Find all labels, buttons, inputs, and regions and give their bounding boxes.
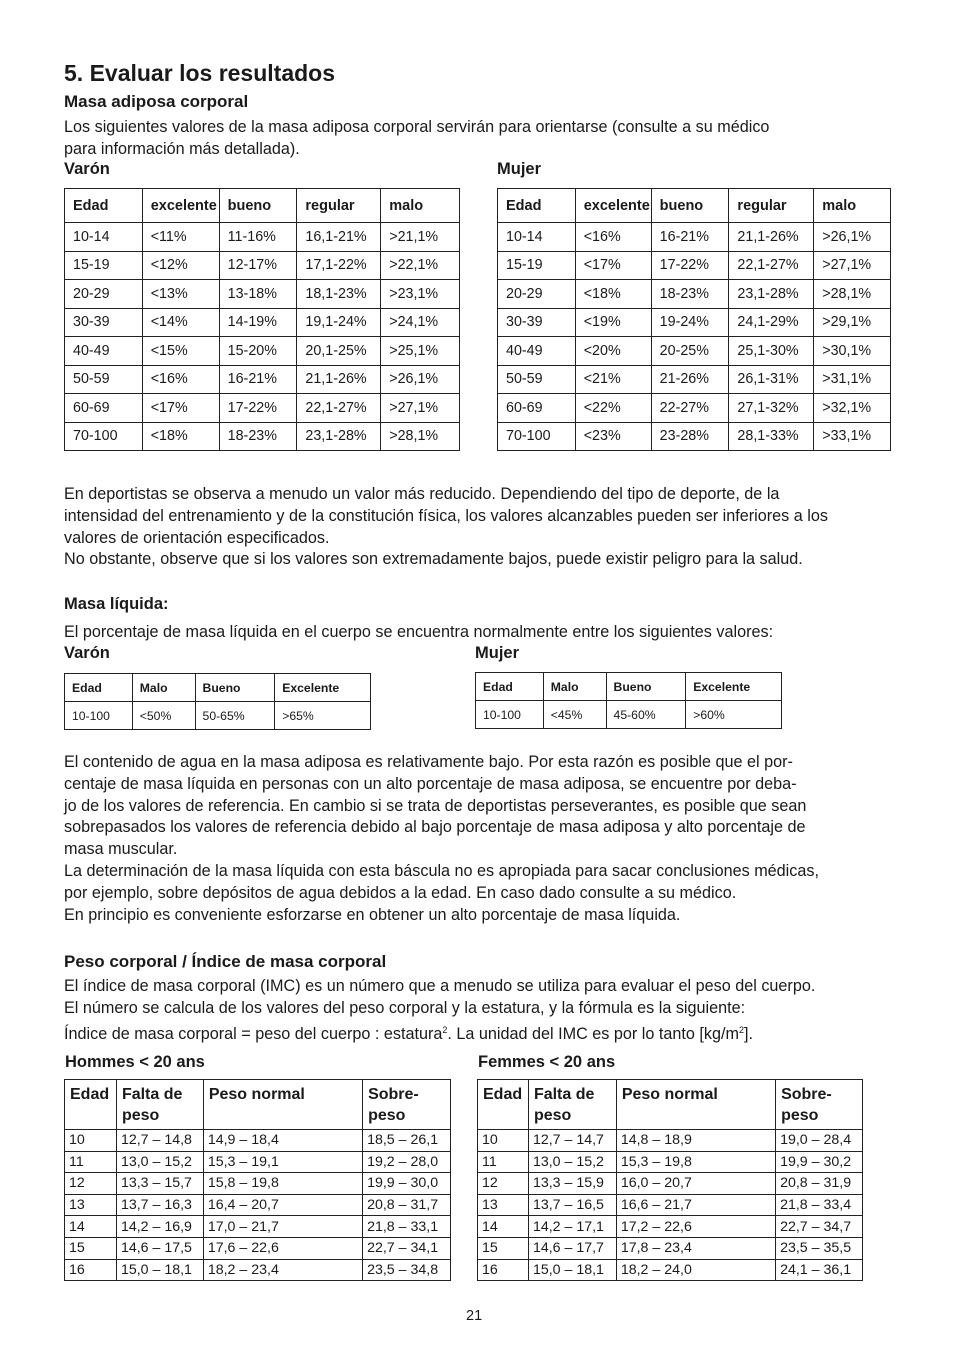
- table-cell: 18,2 – 24,0: [616, 1259, 775, 1281]
- table-cell: >65%: [275, 702, 371, 730]
- table-cell: <13%: [142, 280, 219, 309]
- table-header-row: [478, 1080, 863, 1130]
- paragraph-line: El índice de masa corporal (IMC) es un número que a menudo se utiliza para evaluar el peso del cuerpo.: [64, 977, 816, 995]
- table-cell: 23,1-28%: [297, 422, 381, 451]
- table-row: [498, 394, 891, 423]
- table-cell: 16,1-21%: [297, 223, 381, 252]
- table-cell: 19,1-24%: [297, 308, 381, 337]
- paragraph-line: En deportistas se observa a menudo un valor más reducido. Dependiendo del tipo de deporte, de la: [64, 485, 780, 503]
- table-header-cell: Edad: [65, 674, 133, 702]
- table-cell: 13: [65, 1194, 117, 1216]
- table-row: [65, 1259, 451, 1281]
- label-female-fat: Mujer: [497, 160, 542, 178]
- label-male-fat: Varón: [64, 160, 110, 178]
- table-bmi-male: [64, 1079, 451, 1281]
- table-fat-male: [64, 188, 460, 451]
- table-cell: 50-59: [65, 365, 143, 394]
- table-cell: 22-27%: [651, 394, 729, 423]
- table-cell: 13,0 – 15,2: [528, 1151, 616, 1173]
- table-cell: 70-100: [65, 422, 143, 451]
- table-cell: 12: [65, 1173, 117, 1195]
- table-cell: 70-100: [498, 422, 576, 451]
- label-female-water: Mujer: [475, 644, 520, 662]
- table-cell: >25,1%: [381, 337, 460, 366]
- table-row: [65, 1216, 451, 1238]
- table-cell: >28,1%: [814, 280, 891, 309]
- table-header-row: [498, 189, 891, 223]
- table-cell: 15: [65, 1237, 117, 1259]
- table-cell: >33,1%: [814, 422, 891, 451]
- table-row: [498, 251, 891, 280]
- table-cell: 14,9 – 18,4: [203, 1130, 362, 1152]
- table-row: [498, 337, 891, 366]
- table-cell: 15-20%: [219, 337, 297, 366]
- table-cell: 15,0 – 18,1: [116, 1259, 203, 1281]
- table-header-cell: Falta de peso: [116, 1080, 203, 1130]
- table-cell: <16%: [575, 223, 651, 252]
- table-cell: 20-29: [498, 280, 576, 309]
- table-row: [65, 365, 460, 394]
- table-row: [478, 1237, 863, 1259]
- table-cell: 19,9 – 30,0: [363, 1173, 451, 1195]
- paragraph-line: centaje de masa líquida en personas con un alto porcentaje de masa adiposa, se encuentre por deba-: [64, 774, 797, 793]
- table-row: [478, 1259, 863, 1281]
- table-header-cell: Edad: [476, 673, 544, 701]
- section-body-fat-notes: [64, 484, 828, 571]
- section-heading-water: Masa líquida:: [64, 595, 169, 613]
- paragraph-line: No obstante, observe que si los valores son extremadamente bajos, puede existir peligro para la salud.: [64, 550, 803, 569]
- table-cell: <50%: [132, 702, 195, 730]
- table-row: [498, 422, 891, 451]
- table-cell: 23,5 – 34,8: [363, 1259, 451, 1281]
- table-header-row: [65, 1080, 451, 1130]
- section-intro-water: El porcentaje de masa líquida en el cuerpo se encuentra normalmente entre los siguientes valores:: [64, 623, 774, 641]
- table-cell: 17,8 – 23,4: [616, 1237, 775, 1259]
- table-cell: 13,3 – 15,7: [116, 1173, 203, 1195]
- table-row: [65, 1237, 451, 1259]
- table-cell: 30-39: [65, 308, 143, 337]
- table-row: [65, 251, 460, 280]
- table-cell: <21%: [575, 365, 651, 394]
- table-cell: 40-49: [498, 337, 576, 366]
- table-cell: 22,1-27%: [297, 394, 381, 423]
- table-header-cell: Sobre- peso: [363, 1080, 451, 1130]
- table-header-cell: regular: [297, 189, 381, 223]
- table-cell: <18%: [575, 280, 651, 309]
- table-cell: 14,2 – 16,9: [116, 1216, 203, 1238]
- table-row: [478, 1130, 863, 1152]
- table-cell: 10-14: [65, 223, 143, 252]
- table-cell: >26,1%: [381, 365, 460, 394]
- table-cell: 10: [478, 1130, 529, 1152]
- table-row: [65, 394, 460, 423]
- table-cell: 17,1-22%: [297, 251, 381, 280]
- table-cell: 13,0 – 15,2: [116, 1151, 203, 1173]
- table-cell: 40-49: [65, 337, 143, 366]
- table-cell: 19,2 – 28,0: [363, 1151, 451, 1173]
- table-header-cell: excelente: [142, 189, 219, 223]
- table-cell: 20-25%: [651, 337, 729, 366]
- paragraph-line: valores de orientación especificados.: [64, 528, 330, 547]
- table-cell: 10-100: [65, 702, 133, 730]
- table-cell: 15,3 – 19,8: [616, 1151, 775, 1173]
- table-cell: >21,1%: [381, 223, 460, 252]
- paragraph-line: En principio es conveniente esforzarse en obtener un alto porcentaje de masa líquida.: [64, 905, 681, 924]
- page-number: 21: [466, 1308, 483, 1324]
- table-cell: 15-19: [498, 251, 576, 280]
- table-cell: 14-19%: [219, 308, 297, 337]
- paragraph-line: por ejemplo, sobre depósitos de agua debidos a la edad. En caso dado consulte a su médico.: [64, 883, 737, 902]
- table-cell: >22,1%: [381, 251, 460, 280]
- table-cell: >27,1%: [381, 394, 460, 423]
- table-cell: 10-100: [476, 701, 544, 729]
- table-cell: 60-69: [65, 394, 143, 423]
- table-cell: 11: [478, 1151, 529, 1173]
- table-cell: 60-69: [498, 394, 576, 423]
- table-header-row: [65, 674, 371, 702]
- table-cell: 15-19: [65, 251, 143, 280]
- table-cell: <20%: [575, 337, 651, 366]
- table-cell: <15%: [142, 337, 219, 366]
- table-row: [65, 337, 460, 366]
- table-cell: 28,1-33%: [729, 422, 814, 451]
- paragraph-line: La determinación de la masa líquida con esta báscula no es apropiada para sacar conclusiones médicas,: [64, 861, 819, 880]
- table-cell: 22,7 – 34,1: [363, 1237, 451, 1259]
- table-cell: >29,1%: [814, 308, 891, 337]
- table-water-male: [64, 673, 371, 730]
- table-cell: >24,1%: [381, 308, 460, 337]
- table-cell: 21,1-26%: [297, 365, 381, 394]
- table-cell: 17,0 – 21,7: [203, 1216, 362, 1238]
- table-header-cell: malo: [814, 189, 891, 223]
- table-cell: 30-39: [498, 308, 576, 337]
- table-cell: 17-22%: [219, 394, 297, 423]
- page-title: 5. Evaluar los resultados: [64, 60, 336, 86]
- table-cell: <45%: [543, 701, 606, 729]
- table-cell: <18%: [142, 422, 219, 451]
- table-row: [65, 422, 460, 451]
- table-cell: 13,3 – 15,9: [528, 1173, 616, 1195]
- section-heading-body-fat: Masa adiposa corporal: [64, 92, 249, 111]
- table-cell: 50-59: [498, 365, 576, 394]
- table-cell: <16%: [142, 365, 219, 394]
- table-header-cell: Peso normal: [616, 1080, 775, 1130]
- table-cell: 13,7 – 16,5: [528, 1194, 616, 1216]
- table-header-cell: Bueno: [195, 674, 275, 702]
- table-cell: 23-28%: [651, 422, 729, 451]
- table-cell: >30,1%: [814, 337, 891, 366]
- table-header-cell: Edad: [478, 1080, 529, 1130]
- table-cell: 14,2 – 17,1: [528, 1216, 616, 1238]
- section-water-notes: [64, 752, 819, 926]
- table-cell: 16: [65, 1259, 117, 1281]
- table-cell: 12: [478, 1173, 529, 1195]
- table-cell: 14: [65, 1216, 117, 1238]
- section-heading-bmi: Peso corporal / Índice de masa corporal: [64, 952, 387, 971]
- table-cell: 18,2 – 23,4: [203, 1259, 362, 1281]
- table-row: [498, 365, 891, 394]
- table-row: [476, 701, 782, 729]
- paragraph-line: sobrepasados los valores de referencia debido al bajo porcentaje de masa adiposa y alto porcentaje de: [64, 818, 806, 837]
- table-row: [65, 223, 460, 252]
- table-cell: >23,1%: [381, 280, 460, 309]
- table-cell: 12,7 – 14,8: [116, 1130, 203, 1152]
- paragraph-line: Los siguientes valores de la masa adiposa corporal servirán para orientarse (consulte a su médico: [64, 118, 770, 136]
- table-cell: 23,5 – 35,5: [776, 1237, 863, 1259]
- table-row: [65, 308, 460, 337]
- table-cell: <17%: [575, 251, 651, 280]
- table-header-cell: Falta de peso: [528, 1080, 616, 1130]
- table-cell: 12,7 – 14,7: [528, 1130, 616, 1152]
- table-row: [65, 280, 460, 309]
- table-cell: 16-21%: [219, 365, 297, 394]
- table-cell: 13: [478, 1194, 529, 1216]
- section-intro-bmi: [64, 976, 815, 1045]
- table-row: [478, 1216, 863, 1238]
- table-cell: <14%: [142, 308, 219, 337]
- table-cell: 23,1-28%: [729, 280, 814, 309]
- table-cell: 50-65%: [195, 702, 275, 730]
- table-row: [65, 702, 371, 730]
- table-cell: 13,7 – 16,3: [116, 1194, 203, 1216]
- table-water-female: [475, 672, 782, 729]
- table-header-cell: bueno: [651, 189, 729, 223]
- label-male-water: Varón: [64, 644, 110, 662]
- table-cell: 22,7 – 34,7: [776, 1216, 863, 1238]
- table-header-cell: Peso normal: [203, 1080, 362, 1130]
- table-cell: 18,1-23%: [297, 280, 381, 309]
- table-cell: 14,6 – 17,5: [116, 1237, 203, 1259]
- table-header-cell: regular: [729, 189, 814, 223]
- label-female-bmi: Femmes < 20 ans: [478, 1053, 616, 1071]
- table-cell: 24,1 – 36,1: [776, 1259, 863, 1281]
- table-cell: >60%: [686, 701, 782, 729]
- table-cell: >27,1%: [814, 251, 891, 280]
- table-cell: <19%: [575, 308, 651, 337]
- table-cell: 14,8 – 18,9: [616, 1130, 775, 1152]
- table-header-cell: Edad: [65, 189, 143, 223]
- table-cell: <23%: [575, 422, 651, 451]
- table-bmi-female: [477, 1079, 863, 1281]
- table-cell: 24,1-29%: [729, 308, 814, 337]
- table-cell: 10: [65, 1130, 117, 1152]
- table-row: [65, 1151, 451, 1173]
- table-cell: <12%: [142, 251, 219, 280]
- table-header-cell: Malo: [132, 674, 195, 702]
- table-header-row: [476, 673, 782, 701]
- table-cell: >32,1%: [814, 394, 891, 423]
- table-row: [478, 1151, 863, 1173]
- table-cell: 20-29: [65, 280, 143, 309]
- table-cell: 21,1-26%: [729, 223, 814, 252]
- table-cell: 27,1-32%: [729, 394, 814, 423]
- table-cell: 16-21%: [651, 223, 729, 252]
- table-cell: 17,2 – 22,6: [616, 1216, 775, 1238]
- table-cell: 14: [478, 1216, 529, 1238]
- table-header-cell: Edad: [498, 189, 576, 223]
- table-cell: 11: [65, 1151, 117, 1173]
- table-row: [478, 1173, 863, 1195]
- table-cell: 15,0 – 18,1: [528, 1259, 616, 1281]
- paragraph-line: intensidad del entrenamiento y de la constitución física, los valores alcanzables pueden ser inferiores a los: [64, 506, 828, 525]
- table-cell: 25,1-30%: [729, 337, 814, 366]
- paragraph-line: jo de los valores de referencia. En cambio si se trata de deportistas perseverantes, es posible que sean: [64, 796, 807, 815]
- table-row: [498, 223, 891, 252]
- table-cell: 16,0 – 20,7: [616, 1173, 775, 1195]
- table-header-cell: Excelente: [686, 673, 782, 701]
- table-header-cell: malo: [381, 189, 460, 223]
- table-cell: 21-26%: [651, 365, 729, 394]
- table-fat-female: [497, 188, 891, 451]
- table-cell: 14,6 – 17,7: [528, 1237, 616, 1259]
- table-cell: 21,8 – 33,1: [363, 1216, 451, 1238]
- table-cell: 17,6 – 22,6: [203, 1237, 362, 1259]
- paragraph-line: para información más detallada).: [64, 139, 300, 158]
- label-male-bmi: Hommes < 20 ans: [65, 1053, 205, 1071]
- table-header-cell: Sobre- peso: [776, 1080, 863, 1130]
- paragraph-line: masa muscular.: [64, 840, 178, 859]
- table-header-cell: Malo: [543, 673, 606, 701]
- table-cell: 19-24%: [651, 308, 729, 337]
- table-cell: 22,1-27%: [729, 251, 814, 280]
- bmi-formula-line: Índice de masa corporal = peso del cuerpo : estatura$^2$. La unidad del IMC es por lo tanto $[kg/m^2]$.: [64, 1024, 753, 1043]
- table-row: [65, 1173, 451, 1195]
- table-cell: 45-60%: [606, 701, 686, 729]
- table-cell: 20,8 – 31,9: [776, 1173, 863, 1195]
- paragraph-line: El contenido de agua en la masa adiposa es relativamente bajo. Por esta razón es posible que el por-: [64, 753, 793, 771]
- table-cell: >26,1%: [814, 223, 891, 252]
- table-cell: 18,5 – 26,1: [363, 1130, 451, 1152]
- table-cell: <17%: [142, 394, 219, 423]
- table-cell: <22%: [575, 394, 651, 423]
- table-cell: 15: [478, 1237, 529, 1259]
- table-header-cell: Edad: [65, 1080, 117, 1130]
- table-cell: <11%: [142, 223, 219, 252]
- table-cell: 18-23%: [219, 422, 297, 451]
- table-cell: 15,3 – 19,1: [203, 1151, 362, 1173]
- table-cell: 15,8 – 19,8: [203, 1173, 362, 1195]
- table-cell: 17-22%: [651, 251, 729, 280]
- section-intro-body-fat: [64, 117, 769, 161]
- table-header-cell: excelente: [575, 189, 651, 223]
- table-cell: 21,8 – 33,4: [776, 1194, 863, 1216]
- table-header-cell: Bueno: [606, 673, 686, 701]
- table-cell: 19,9 – 30,2: [776, 1151, 863, 1173]
- table-cell: 19,0 – 28,4: [776, 1130, 863, 1152]
- table-cell: >28,1%: [381, 422, 460, 451]
- table-cell: 13-18%: [219, 280, 297, 309]
- table-row: [498, 280, 891, 309]
- table-cell: 16,4 – 20,7: [203, 1194, 362, 1216]
- table-cell: 16,6 – 21,7: [616, 1194, 775, 1216]
- table-cell: >31,1%: [814, 365, 891, 394]
- table-cell: 10-14: [498, 223, 576, 252]
- table-cell: 16: [478, 1259, 529, 1281]
- table-cell: 26,1-31%: [729, 365, 814, 394]
- table-cell: 20,8 – 31,7: [363, 1194, 451, 1216]
- table-cell: 18-23%: [651, 280, 729, 309]
- table-cell: 12-17%: [219, 251, 297, 280]
- table-row: [498, 308, 891, 337]
- table-row: [65, 1130, 451, 1152]
- table-cell: 11-16%: [219, 223, 297, 252]
- table-row: [478, 1194, 863, 1216]
- paragraph-line: El número se calcula de los valores del peso corporal y la estatura, y la fórmula es la siguiente:: [64, 998, 746, 1017]
- table-header-cell: Excelente: [275, 674, 371, 702]
- table-header-row: [65, 189, 460, 223]
- table-cell: 20,1-25%: [297, 337, 381, 366]
- table-header-cell: bueno: [219, 189, 297, 223]
- table-row: [65, 1194, 451, 1216]
